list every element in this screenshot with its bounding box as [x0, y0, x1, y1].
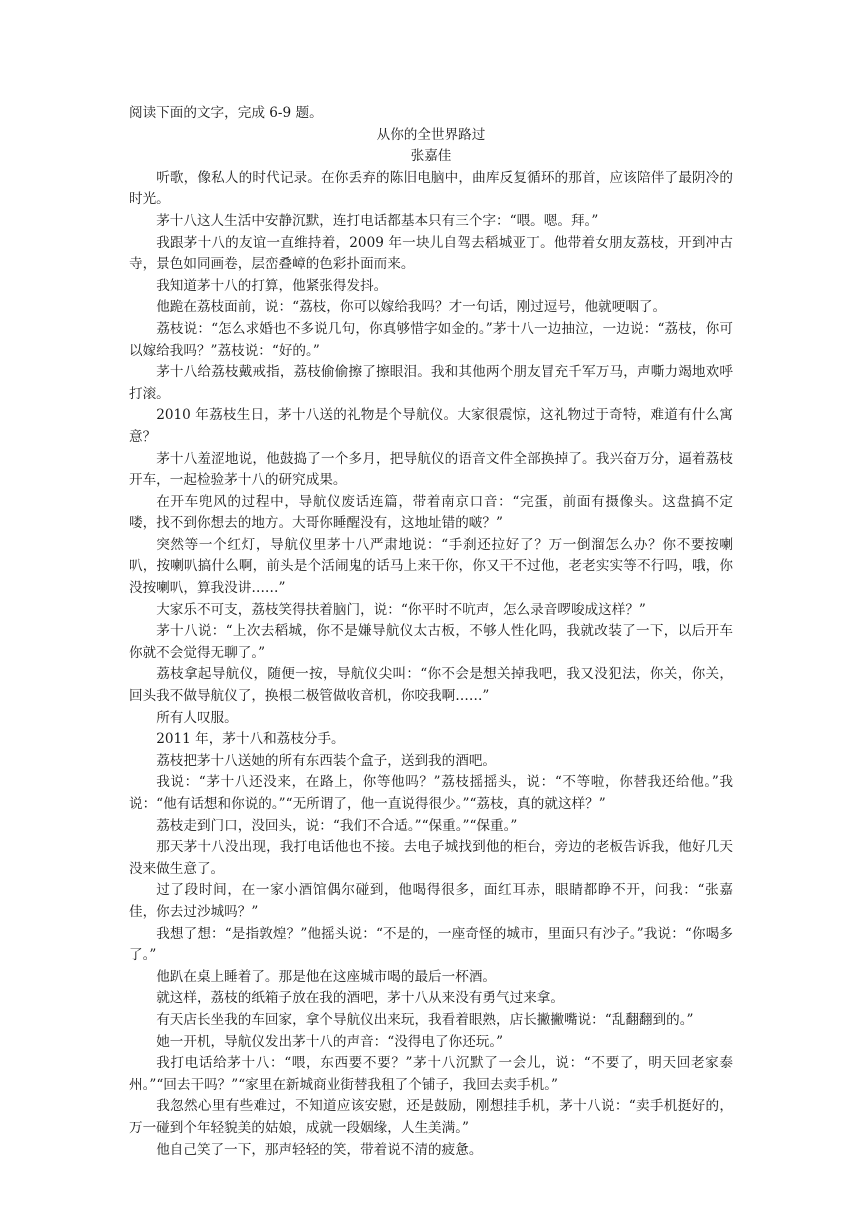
article-author: 张嘉佳 [410, 148, 452, 165]
paragraph: 突然等一个红灯，导航仪里茅十八严肃地说：“手刹还拉好了？万一倒溜怎么办？你不要按喇叭，按喇叭搞什么啊，前头是个活闹鬼的话马上来干你，你又干不过他，老老实实等不行吗，哦，你没按喇叭，算我没讲……” [129, 536, 733, 597]
paragraph: 茅十八说：“上次去稻城，你不是嫌导航仪太古板，不够人性化吗，我就改装了一下，以后开车你就不会觉得无聊了。” [129, 623, 733, 661]
paragraph: 那天茅十八没出现，我打电话他也不接。去电子城找到他的柜台，旁边的老板告诉我，他好几天没来做生意了。 [129, 839, 733, 877]
paragraph: 就这样，荔枝的纸箱子放在我的酒吧，茅十八从来没有勇气过来拿。 [156, 990, 564, 1007]
paragraph: 我知道茅十八的打算，他紧张得发抖。 [156, 277, 388, 294]
paragraph: 茅十八给荔枝戴戒指，荔枝偷偷擦了擦眼泪。我和其他两个朋友冒充千军万马，声嘶力竭地欢呼打滚。 [129, 364, 733, 402]
paragraph: 我说：“茅十八还没来，在路上，你等他吗？”荔枝摇摇头，说：“不等啦，你替我还给他。”我说：“他有话想和你说的。”“无所谓了，他一直说得很少。”“荔枝，真的就这样？” [129, 774, 733, 812]
paragraph: 有天店长坐我的车回家，拿个导航仪出来玩，我看着眼熟，店长撇撇嘴说：“乱翻翻到的。” [156, 1011, 694, 1028]
paragraph: 荔枝拿起导航仪，随便一按，导航仪尖叫：“你不会是想关掉我吧，我又没犯法，你关，你关，回头我不做导航仪了，换根二极管做收音机，你咬我啊……” [129, 666, 733, 705]
paragraph: 我忽然心里有些难过，不知道应该安慰，还是鼓励，刚想挂手机，茅十八说：“卖手机挺好的，万一碰到个年轻貌美的姑娘，成就一段姻缘，人生美满。” [129, 1098, 733, 1136]
reading-instruction: 阅读下面的文字，完成 6-9 题。 [129, 105, 323, 121]
paragraph: 她一开机，导航仪发出茅十八的声音：“没得电了你还玩。” [156, 1033, 504, 1050]
paragraph: 听歌，像私人的时代记录。在你丢弃的陈旧电脑中，曲库反复循环的那首，应该陪伴了最阴冷的时光。 [129, 169, 733, 208]
article-title: 从你的全世界路过 [376, 126, 486, 143]
article [129, 103, 733, 1161]
paragraph: 在开车兜风的过程中，导航仪废话连篇，带着南京口音：“完蛋，前面有摄像头。这盘搞不定喽，找不到你想去的地方。大哥你睡醒没有，这地址错的啵？” [129, 493, 733, 532]
paragraph: 荔枝说：“怎么求婚也不多说几句，你真够惜字如金的。”茅十八一边抽泣，一边说：“荔枝，你可以嫁给我吗？”荔枝说：“好的。” [129, 320, 733, 359]
paragraph: 我想了想：“是指敦煌？”他摇头说：“不是的，一座奇怪的城市，里面只有沙子。”我说：“你喝多了。” [129, 925, 733, 964]
paragraph: 我跟茅十八的友谊一直维持着，2009 年一块儿自驾去稻城亚丁。他带着女朋友荔枝，开到冲古寺，景色如同画卷，层峦叠嶂的色彩扑面而来。 [129, 234, 733, 273]
article-body [129, 168, 733, 1161]
paragraph: 他跪在荔枝面前，说：“荔枝，你可以嫁给我吗？才一句话，刚过逗号，他就哽咽了。 [156, 299, 667, 316]
paragraph: 过了段时间，在一家小酒馆偶尔碰到，他喝得很多，面红耳赤，眼睛都睁不开，问我：“张嘉佳，你去过沙城吗？” [129, 882, 733, 920]
paragraph: 所有人叹服。 [156, 709, 238, 726]
paragraph: 2011 年，茅十八和荔枝分手。 [156, 731, 345, 748]
paragraph: 茅十八羞涩地说，他鼓捣了一个多月，把导航仪的语音文件全部换掉了。我兴奋万分，逼着荔枝开车，一起检验茅十八的研究成果。 [129, 450, 733, 489]
paragraph: 大家乐不可支，荔枝笑得扶着脑门，说：“你平时不吭声，怎么录音啰唆成这样？” [156, 601, 646, 618]
paragraph: 荔枝把茅十八送她的所有东西装个盒子，送到我的酒吧。 [156, 752, 497, 769]
paragraph: 茅十八这人生活中安静沉默，连打电话都基本只有三个字：“喂。嗯。拜。” [156, 212, 599, 229]
paragraph: 他自己笑了一下，那声轻轻的笑，带着说不清的疲惫。 [156, 1141, 483, 1158]
paragraph: 他趴在桌上睡着了。那是他在这座城市喝的最后一杯酒。 [156, 968, 497, 985]
paragraph: 2010 年荔枝生日，茅十八送的礼物是个导航仪。大家很震惊，这礼物过于奇特，难道有什么寓意？ [129, 407, 733, 445]
paragraph: 荔枝走到门口，没回头，说：“我们不合适。”“保重。”“保重。” [156, 817, 518, 834]
paragraph: 我打电话给茅十八：“喂，东西要不要？”茅十八沉默了一会儿，说：“不要了，明天回老家泰州。”“回去干吗？”“家里在新城商业街替我租了个铺子，我回去卖手机。” [129, 1055, 733, 1093]
